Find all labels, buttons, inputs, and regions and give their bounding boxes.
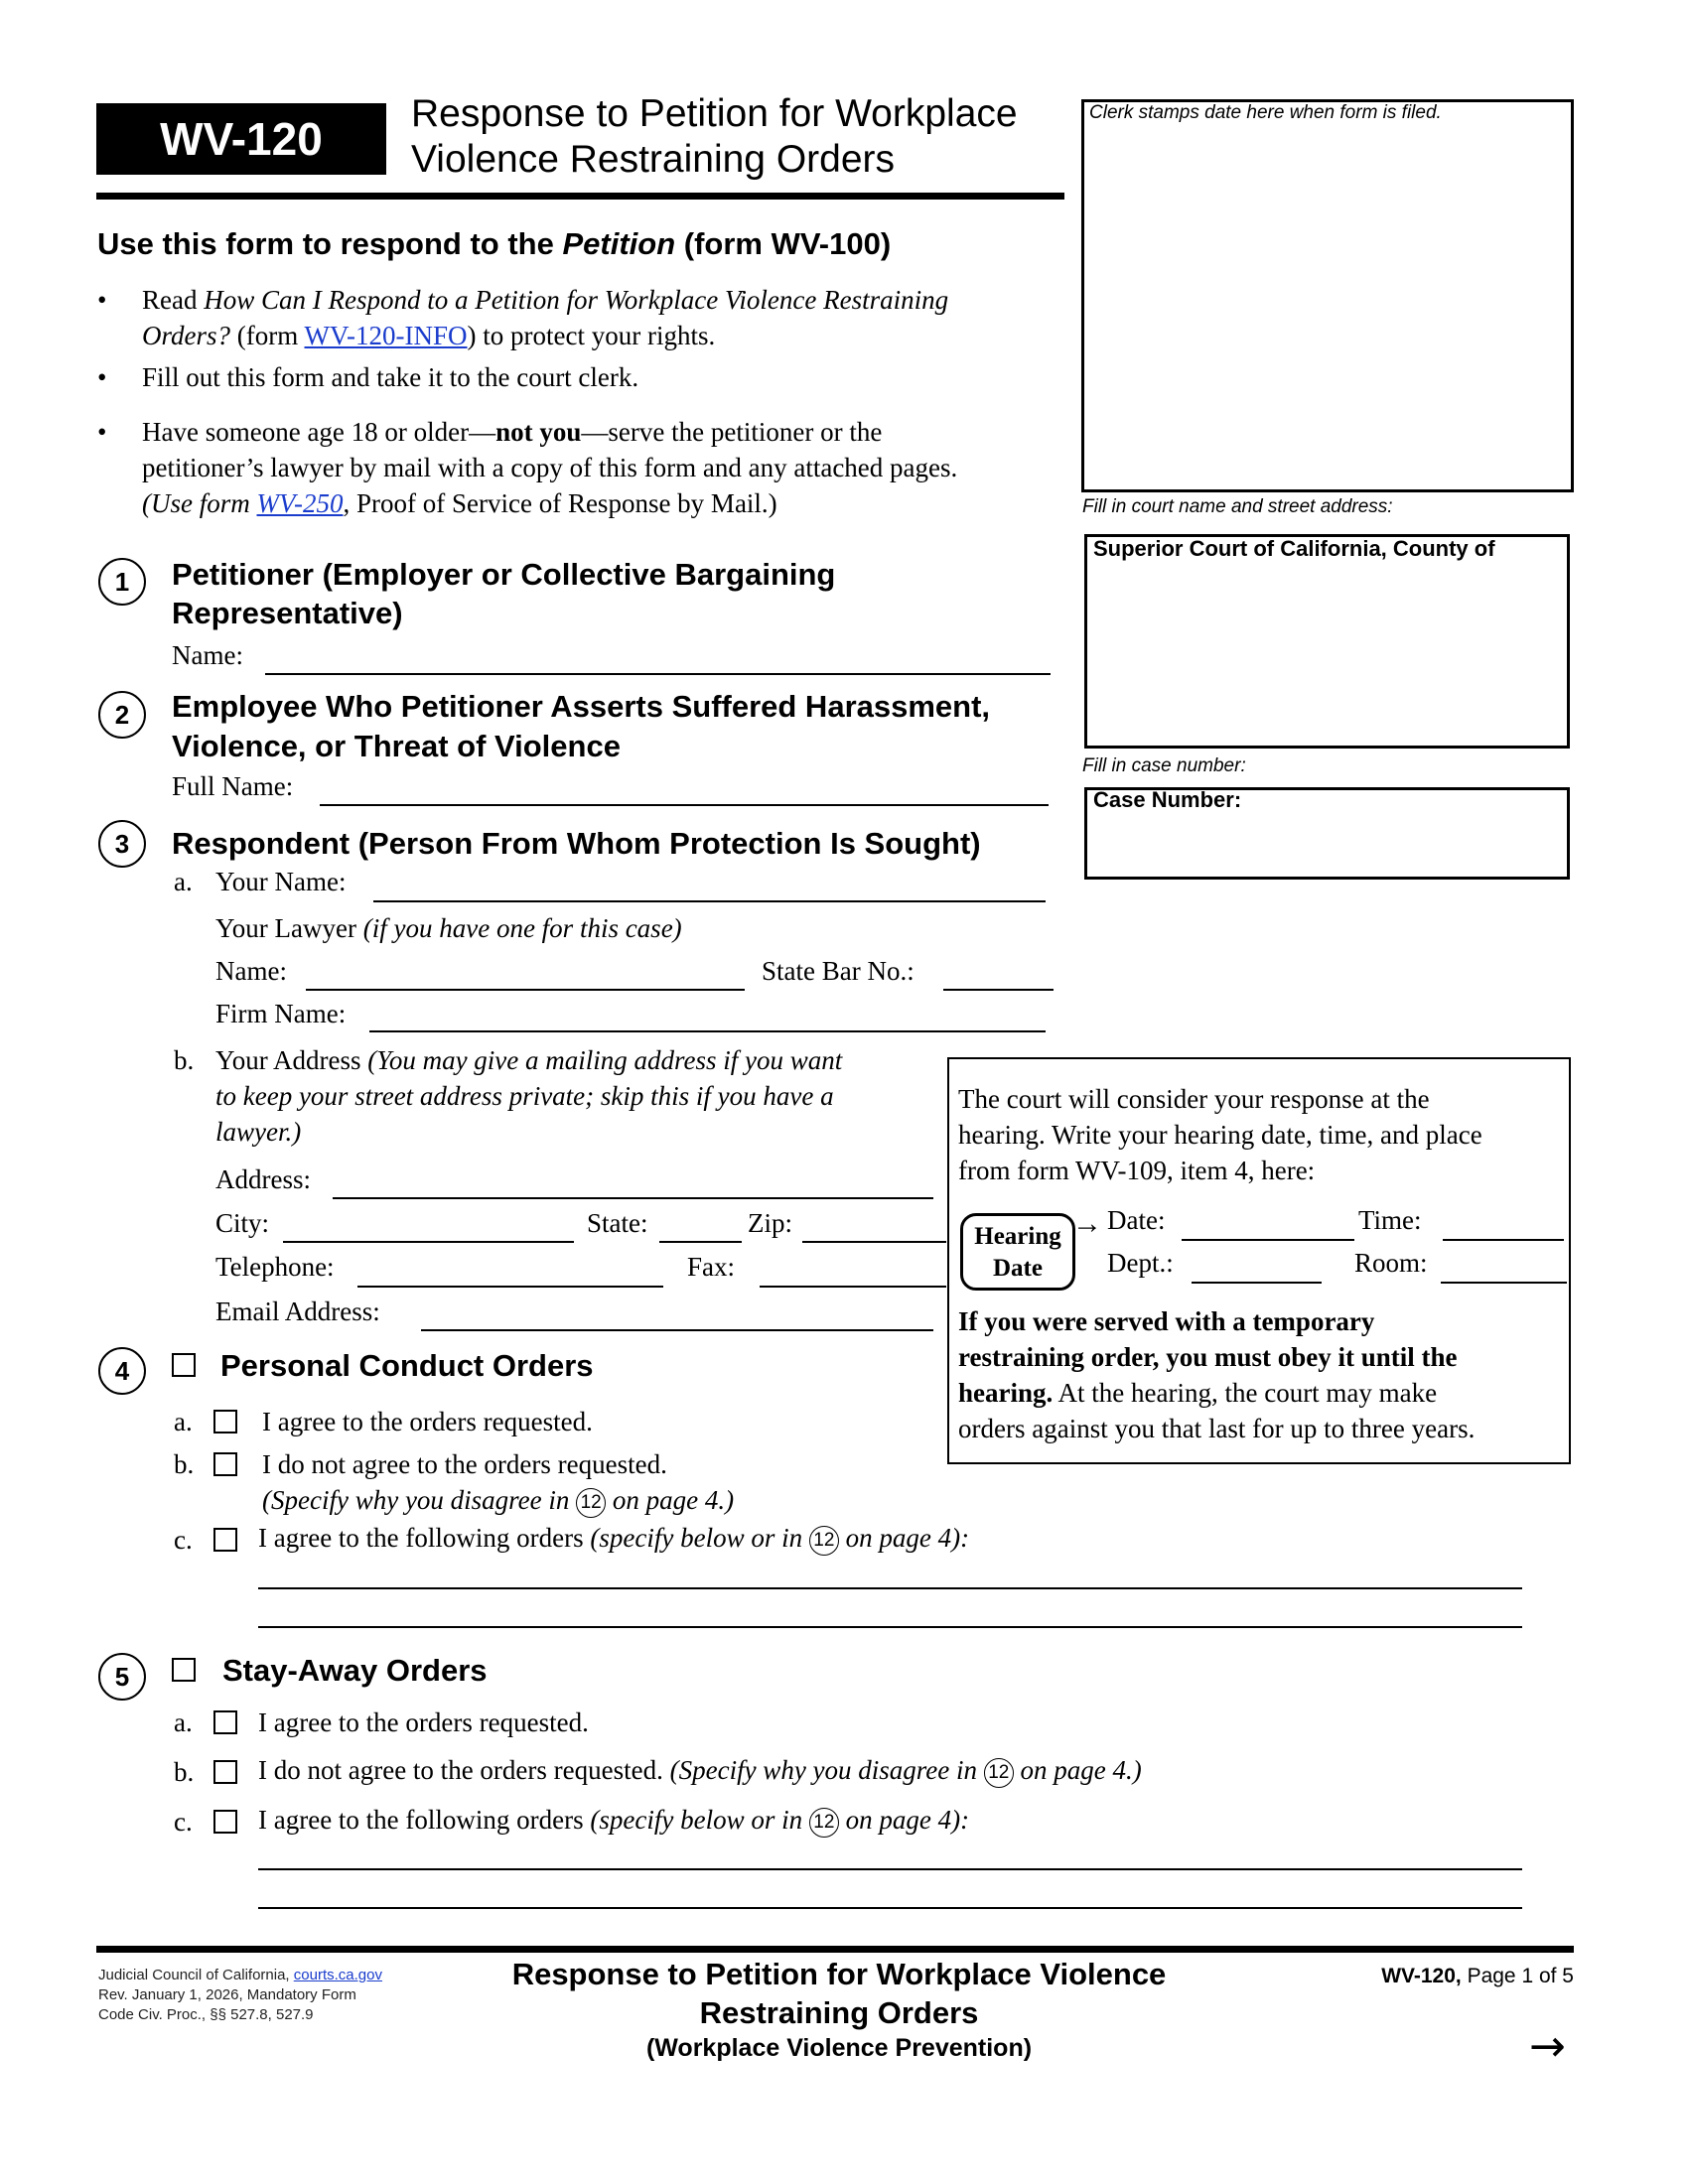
tro-warning-2: restraining order, you must obey it until the <box>958 1342 1458 1372</box>
hearing-date-field[interactable] <box>1182 1239 1354 1241</box>
badge-line1: Hearing <box>974 1223 1061 1250</box>
telephone-field[interactable] <box>357 1286 663 1288</box>
state-bar-label: State Bar No.: <box>762 956 914 986</box>
hearing-text-2: hearing. Write your hearing date, time, and place <box>958 1120 1482 1150</box>
form-title-line2: Violence Restraining Orders <box>411 138 896 181</box>
address-instructions-line3: lawyer.) <box>215 1117 302 1147</box>
employee-name-field[interactable] <box>320 804 1049 806</box>
s4-agree-checkbox[interactable] <box>213 1410 237 1433</box>
hearing-dept-field[interactable] <box>1192 1282 1322 1284</box>
footer-code: Code Civ. Proc., §§ 527.8, 527.9 <box>98 2006 314 2023</box>
clerk-stamp-label: Clerk stamps date here when form is filed. <box>1089 102 1442 123</box>
s4-disagree-note: (Specify why you disagree in 12 on page 4.) <box>262 1487 734 1518</box>
s4-agree-following-label: I agree to the following orders (specify below or in 12 on page 4): <box>258 1525 969 1556</box>
bullet-serve: Have someone age 18 or older—not you—serve the petitioner or the <box>142 417 883 447</box>
item-number-4: 4 <box>98 1347 146 1395</box>
petitioner-name-field[interactable] <box>265 673 1051 675</box>
footer-title-1: Response to Petition for Workplace Violence <box>511 1957 1167 1991</box>
s5-disagree-checkbox[interactable] <box>213 1760 237 1784</box>
bullet-serve-line3: (Use form WV-250, Proof of Service of Response by Mail.) <box>142 488 777 518</box>
clerk-stamp-box <box>1081 99 1574 492</box>
item-letter-b: b. <box>174 1757 195 1787</box>
date-label: Date: <box>1107 1205 1166 1235</box>
section4-heading: Personal Conduct Orders <box>220 1348 594 1383</box>
item-letter-a: a. <box>174 1407 193 1436</box>
fax-label: Fax: <box>687 1252 736 1282</box>
footer-subtitle: (Workplace Violence Prevention) <box>645 2034 1033 2062</box>
tro-warning-1: If you were served with a temporary <box>958 1306 1375 1336</box>
arrow-right-icon: → <box>1072 1207 1102 1240</box>
address-instructions-line2: to keep your street address private; skip this if you have a <box>215 1081 834 1111</box>
section2-heading-line2: Violence, or Threat of Violence <box>172 729 621 763</box>
hearing-date-badge <box>960 1213 1075 1291</box>
address-instructions: Your Address (You may give a mailing address if you want <box>215 1045 843 1075</box>
dept-label: Dept.: <box>1107 1248 1174 1278</box>
your-name-label: Your Name: <box>215 867 347 896</box>
footer-rule <box>96 1946 1574 1953</box>
item-ref-12: 12 <box>809 1808 839 1838</box>
item-letter-b: b. <box>174 1045 195 1075</box>
badge-line2: Date <box>993 1255 1043 1282</box>
form-id-badge: WV-120 <box>96 103 386 175</box>
item-letter-b: b. <box>174 1449 195 1479</box>
item-ref-12: 12 <box>576 1488 606 1518</box>
wv-250-link[interactable]: WV-250 <box>256 488 344 518</box>
bullet-read-info: Read How Can I Respond to a Petition for Workplace Violence Restraining <box>142 285 949 315</box>
footer-title-2: Restraining Orders <box>699 1995 979 2030</box>
zip-field[interactable] <box>802 1241 946 1243</box>
section2-heading: Employee Who Petitioner Asserts Suffered Harassment, <box>172 689 991 724</box>
address-field[interactable] <box>333 1197 933 1199</box>
item-letter-c: c. <box>174 1807 193 1837</box>
email-field[interactable] <box>421 1329 933 1331</box>
city-label: City: <box>215 1208 270 1238</box>
section5-heading: Stay-Away Orders <box>222 1653 488 1688</box>
state-label: State: <box>587 1208 648 1238</box>
s4-agree-label: I agree to the orders requested. <box>262 1407 593 1436</box>
court-name-field[interactable] <box>1084 534 1570 749</box>
address-label: Address: <box>215 1164 311 1194</box>
s4-agree-following-checkbox[interactable] <box>213 1528 237 1552</box>
lawyer-name-field[interactable] <box>306 989 745 991</box>
s5-orders-line-2[interactable] <box>258 1907 1522 1909</box>
item-number-5: 5 <box>98 1653 146 1701</box>
tro-warning-4: orders against you that last for up to three years. <box>958 1414 1476 1443</box>
bullet-dot: • <box>97 417 107 447</box>
item-letter-a: a. <box>174 1707 193 1737</box>
s5-agree-following-label: I agree to the following orders (specify below or in 12 on page 4): <box>258 1807 969 1838</box>
firm-name-field[interactable] <box>369 1030 1046 1032</box>
s5-agree-following-checkbox[interactable] <box>213 1810 237 1834</box>
bullet-dot: • <box>97 362 107 392</box>
court-label: Superior Court of California, County of <box>1093 536 1495 561</box>
stay-away-checkbox[interactable] <box>172 1658 196 1682</box>
s5-orders-line-1[interactable] <box>258 1868 1522 1870</box>
item-ref-12: 12 <box>809 1526 839 1556</box>
employee-name-label: Full Name: <box>172 771 294 801</box>
footer-council: Judicial Council of California, courts.ca.gov <box>98 1967 382 1983</box>
s5-agree-checkbox[interactable] <box>213 1710 237 1734</box>
s5-agree-label: I agree to the orders requested. <box>258 1707 589 1737</box>
bullet-fill-out: Fill out this form and take it to the court clerk. <box>142 362 639 392</box>
footer-rev: Rev. January 1, 2026, Mandatory Form <box>98 1986 356 2003</box>
hearing-room-field[interactable] <box>1441 1282 1567 1284</box>
fax-field[interactable] <box>760 1286 946 1288</box>
petitioner-name-label: Name: <box>172 640 243 670</box>
wv-120-info-link[interactable]: WV-120-INFO <box>304 321 468 350</box>
next-page-arrow-icon[interactable]: → <box>1529 2021 1566 2072</box>
item-ref-12: 12 <box>984 1758 1014 1788</box>
header-rule <box>96 193 1064 200</box>
time-label: Time: <box>1358 1205 1422 1235</box>
bullet-dot: • <box>97 285 107 315</box>
item-letter-c: c. <box>174 1525 193 1555</box>
your-name-field[interactable] <box>373 900 1046 902</box>
firm-name-label: Firm Name: <box>215 999 347 1028</box>
item-number-2: 2 <box>98 691 146 739</box>
city-field[interactable] <box>283 1241 574 1243</box>
email-label: Email Address: <box>215 1297 380 1326</box>
section1-heading-line2: Representative) <box>172 596 403 630</box>
s4-orders-line-2[interactable] <box>258 1626 1522 1628</box>
room-label: Room: <box>1354 1248 1428 1278</box>
s4-disagree-checkbox[interactable] <box>213 1452 237 1476</box>
s5-disagree-label: I do not agree to the orders requested. (Specify why you disagree in 12 on page 4.) <box>258 1757 1142 1788</box>
courts-link[interactable]: courts.ca.gov <box>293 1967 382 1983</box>
zip-label: Zip: <box>748 1208 792 1238</box>
lawyer-name-label: Name: <box>215 956 287 986</box>
bullet-read-info-line2: Orders? (form WV-120-INFO) to protect your rights. <box>142 321 716 350</box>
lawyer-label: Your Lawyer (if you have one for this case) <box>215 913 682 943</box>
personal-conduct-checkbox[interactable] <box>172 1353 196 1377</box>
telephone-label: Telephone: <box>215 1252 335 1282</box>
item-letter-a: a. <box>174 867 193 896</box>
section1-heading: Petitioner (Employer or Collective Bargaining <box>172 557 836 592</box>
form-title-line1: Response to Petition for Workplace <box>411 92 1018 135</box>
hearing-text-3: from form WV-109, item 4, here: <box>958 1156 1316 1185</box>
section3-heading: Respondent (Person From Whom Protection Is Sought) <box>172 826 981 861</box>
state-field[interactable] <box>659 1241 742 1243</box>
item-number-3: 3 <box>98 820 146 868</box>
hearing-time-field[interactable] <box>1443 1239 1564 1241</box>
tro-warning-3: hearing. At the hearing, the court may make <box>958 1378 1438 1408</box>
case-hint: Fill in case number: <box>1082 755 1246 776</box>
s4-orders-line-1[interactable] <box>258 1587 1522 1589</box>
bullet-serve-line2: petitioner’s lawyer by mail with a copy of this form and any attached pages. <box>142 453 958 482</box>
footer-page-info: WV-120, Page 1 of 5 <box>1381 1965 1574 1987</box>
court-hint: Fill in court name and street address: <box>1082 496 1393 517</box>
intro-heading: Use this form to respond to the Petition (form WV-100) <box>97 226 892 261</box>
state-bar-field[interactable] <box>943 989 1054 991</box>
item-number-1: 1 <box>98 558 146 606</box>
case-number-label: Case Number: <box>1093 787 1242 812</box>
hearing-text-1: The court will consider your response at the <box>958 1084 1430 1114</box>
s4-disagree-label: I do not agree to the orders requested. <box>262 1449 667 1479</box>
